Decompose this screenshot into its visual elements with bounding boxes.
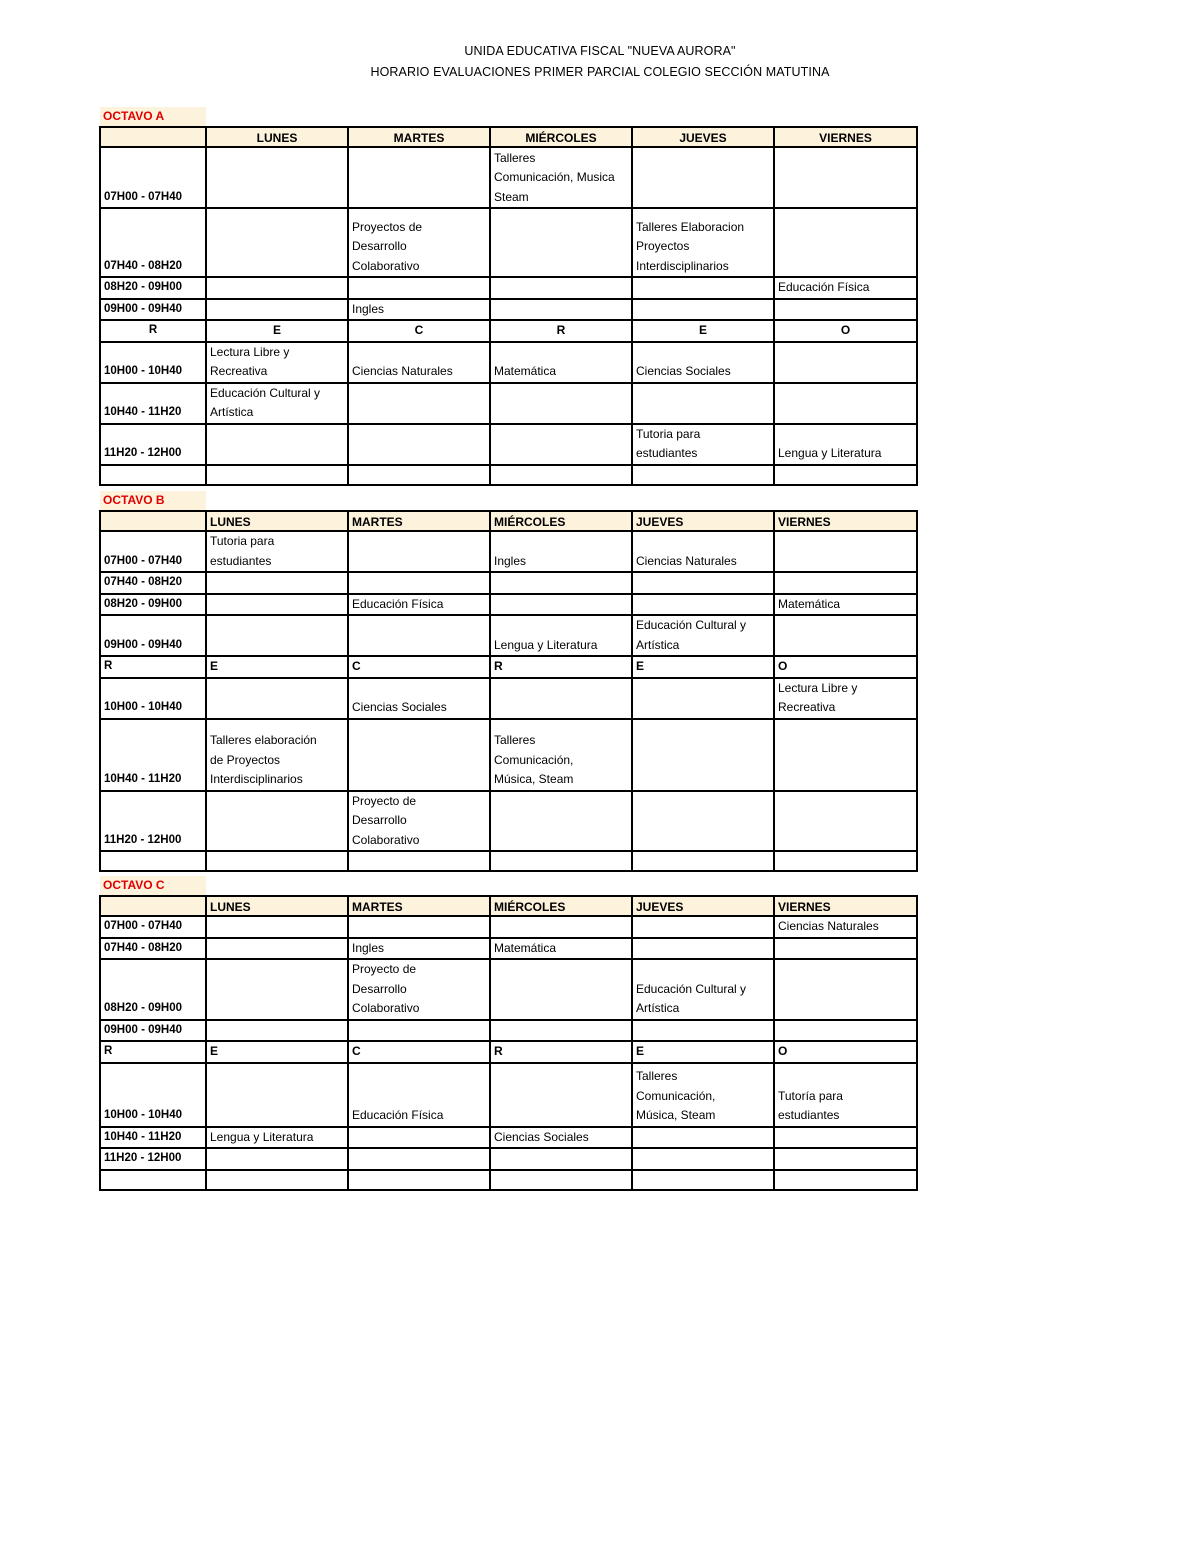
subject-cell [206, 1170, 348, 1190]
subject-cell [206, 1148, 348, 1170]
subject-cell [774, 791, 917, 852]
subject-cell: Ingles [348, 299, 490, 321]
subject-cell [490, 678, 632, 719]
subject-cell [632, 383, 774, 424]
subject-cell [632, 465, 774, 485]
subject-cell [348, 1170, 490, 1190]
subject-cell [774, 342, 917, 383]
subject-cell [206, 938, 348, 960]
time-slot-cell: 10H00 - 10H40 [100, 678, 206, 719]
table-row [100, 277, 917, 299]
subject-cell [774, 1148, 917, 1170]
subject-cell [490, 1148, 632, 1170]
table-row [100, 208, 917, 277]
table-row [100, 1020, 917, 1042]
subject-cell [774, 208, 917, 277]
table-header-row [100, 511, 917, 531]
subject-cell [206, 424, 348, 465]
table-row [100, 678, 917, 719]
table-header-row [100, 127, 917, 147]
subject-cell: Lectura Libre y Recreativa [774, 678, 917, 719]
subject-cell [490, 299, 632, 321]
subject-cell [774, 959, 917, 1020]
subject-cell [490, 916, 632, 938]
section-label: OCTAVO B [100, 491, 206, 510]
table-row [100, 531, 917, 572]
subject-cell [206, 916, 348, 938]
subject-cell: Ciencias Naturales [348, 342, 490, 383]
time-slot-cell: 07H00 - 07H40 [100, 531, 206, 572]
subject-cell: Talleres Comunicación, Música, Steam [632, 1063, 774, 1127]
time-slot-cell: 07H00 - 07H40 [100, 147, 206, 208]
subject-cell [774, 383, 917, 424]
time-slot-cell: 10H00 - 10H40 [100, 342, 206, 383]
time-slot-cell [100, 851, 206, 871]
recess-row [100, 1041, 917, 1063]
subject-cell: Matemática [490, 342, 632, 383]
day-header-cell: MARTES [348, 127, 490, 147]
recess-row [100, 656, 917, 678]
subject-cell: E [206, 320, 348, 342]
table-row [100, 594, 917, 616]
schedule-table [99, 510, 918, 872]
header-corner-cell [100, 511, 206, 531]
subject-cell [490, 424, 632, 465]
subject-cell [206, 147, 348, 208]
table-row [100, 147, 917, 208]
subject-cell: Educación Física [348, 1063, 490, 1127]
subject-cell [632, 1127, 774, 1149]
subject-cell [206, 465, 348, 485]
table-row [100, 342, 917, 383]
table-row [100, 1170, 917, 1190]
day-header-cell: JUEVES [632, 896, 774, 916]
subject-cell [490, 851, 632, 871]
subject-cell: Lectura Libre y Recreativa [206, 342, 348, 383]
subject-cell [774, 938, 917, 960]
subject-cell [490, 1063, 632, 1127]
time-slot-cell: 10H40 - 11H20 [100, 1127, 206, 1149]
subject-cell [490, 594, 632, 616]
subject-cell: O [774, 656, 917, 678]
table-row [100, 465, 917, 485]
table-row [100, 791, 917, 852]
subject-cell: Talleres Elaboracion Proyectos Interdisciplinarios [632, 208, 774, 277]
table-row [100, 572, 917, 594]
time-slot-cell [100, 465, 206, 485]
subject-cell [348, 147, 490, 208]
subject-cell [774, 615, 917, 656]
subject-cell [632, 299, 774, 321]
subject-cell [348, 1148, 490, 1170]
time-slot-cell: 07H40 - 08H20 [100, 208, 206, 277]
time-slot-cell: R [100, 1041, 206, 1063]
subject-cell [632, 1020, 774, 1042]
subject-cell [632, 572, 774, 594]
time-slot-cell: 07H40 - 08H20 [100, 572, 206, 594]
table-row [100, 424, 917, 465]
subject-cell [206, 959, 348, 1020]
time-slot-cell: 11H20 - 12H00 [100, 791, 206, 852]
subject-cell [632, 277, 774, 299]
subject-cell: Talleres elaboración de Proyectos Interdisciplinarios [206, 719, 348, 791]
subject-cell: E [206, 1041, 348, 1063]
table-row [100, 1148, 917, 1170]
recess-row [100, 320, 917, 342]
day-header-cell: LUNES [206, 511, 348, 531]
table-row [100, 383, 917, 424]
subject-cell: E [632, 1041, 774, 1063]
table-row [100, 1127, 917, 1149]
subject-cell: C [348, 320, 490, 342]
subject-cell [206, 594, 348, 616]
subject-cell: Educación Cultural y Artística [632, 959, 774, 1020]
subject-cell [206, 1020, 348, 1042]
time-slot-cell: 09H00 - 09H40 [100, 299, 206, 321]
subject-cell: Lengua y Literatura [206, 1127, 348, 1149]
subject-cell: R [490, 656, 632, 678]
subject-cell [348, 851, 490, 871]
subject-cell [632, 851, 774, 871]
table-header-row [100, 896, 917, 916]
subject-cell [206, 615, 348, 656]
subject-cell: Proyecto de Desarrollo Colaborativo [348, 791, 490, 852]
subject-cell [348, 383, 490, 424]
subject-cell: O [774, 320, 917, 342]
subject-cell: Ciencias Naturales [632, 531, 774, 572]
time-slot-cell: 10H00 - 10H40 [100, 1063, 206, 1127]
subject-cell [348, 465, 490, 485]
time-slot-cell: 07H40 - 08H20 [100, 938, 206, 960]
time-slot-cell: 08H20 - 09H00 [100, 594, 206, 616]
subject-cell [206, 208, 348, 277]
subject-cell: Ciencias Sociales [632, 342, 774, 383]
time-slot-cell: 10H40 - 11H20 [100, 383, 206, 424]
time-slot-cell: 11H20 - 12H00 [100, 424, 206, 465]
subject-cell [774, 1020, 917, 1042]
day-header-cell: JUEVES [632, 127, 774, 147]
subject-cell [206, 791, 348, 852]
subject-cell [632, 678, 774, 719]
subject-cell: Tutoria para estudiantes [632, 424, 774, 465]
subject-cell [348, 615, 490, 656]
subject-cell: E [632, 656, 774, 678]
subject-cell [348, 277, 490, 299]
subject-cell: E [632, 320, 774, 342]
subject-cell [774, 465, 917, 485]
table-row [100, 615, 917, 656]
subject-cell [348, 1127, 490, 1149]
table-row [100, 916, 917, 938]
subject-cell [348, 531, 490, 572]
table-row [100, 719, 917, 791]
subject-cell [348, 424, 490, 465]
day-header-cell: MIÉRCOLES [490, 896, 632, 916]
subject-cell [490, 1170, 632, 1190]
day-header-cell: MIÉRCOLES [490, 127, 632, 147]
day-header-cell: MARTES [348, 511, 490, 531]
subject-cell [632, 938, 774, 960]
subject-cell: R [490, 320, 632, 342]
subject-cell [632, 1148, 774, 1170]
header-corner-cell [100, 127, 206, 147]
time-slot-cell: 10H40 - 11H20 [100, 719, 206, 791]
subject-cell [490, 959, 632, 1020]
table-row [100, 1063, 917, 1127]
subject-cell [774, 719, 917, 791]
subject-cell [774, 147, 917, 208]
subject-cell [632, 916, 774, 938]
school-title: UNIDA EDUCATIVA FISCAL "NUEVA AURORA" [464, 44, 736, 58]
subject-cell [774, 531, 917, 572]
subject-cell: O [774, 1041, 917, 1063]
subject-cell [490, 572, 632, 594]
day-header-cell: VIERNES [774, 896, 917, 916]
subject-cell: Ciencias Sociales [490, 1127, 632, 1149]
subject-cell: Proyecto de Desarrollo Colaborativo [348, 959, 490, 1020]
table-row [100, 299, 917, 321]
subject-cell [206, 678, 348, 719]
time-slot-cell: 08H20 - 09H00 [100, 277, 206, 299]
subject-cell: E [206, 656, 348, 678]
subject-cell [490, 1020, 632, 1042]
time-slot-cell: R [100, 656, 206, 678]
subject-cell: Tutoria para estudiantes [206, 531, 348, 572]
table-row [100, 959, 917, 1020]
subject-cell: Ciencias Naturales [774, 916, 917, 938]
day-header-cell: LUNES [206, 896, 348, 916]
time-slot-cell: 07H00 - 07H40 [100, 916, 206, 938]
subject-cell: Proyectos de Desarrollo Colaborativo [348, 208, 490, 277]
subject-cell [206, 851, 348, 871]
subject-cell [490, 208, 632, 277]
subject-cell [348, 719, 490, 791]
subject-cell [490, 465, 632, 485]
subject-cell: Educación Cultural y Artística [632, 615, 774, 656]
subject-cell: Tutoría para estudiantes [774, 1063, 917, 1127]
subject-cell: Lengua y Literatura [490, 615, 632, 656]
subject-cell [774, 572, 917, 594]
subject-cell [490, 277, 632, 299]
time-slot-cell: 11H20 - 12H00 [100, 1148, 206, 1170]
subject-cell [348, 1020, 490, 1042]
subject-cell [632, 1170, 774, 1190]
subject-cell [206, 299, 348, 321]
time-slot-cell [100, 1170, 206, 1190]
subject-cell: C [348, 1041, 490, 1063]
subject-cell: Ciencias Sociales [348, 678, 490, 719]
subject-cell: Matemática [490, 938, 632, 960]
time-slot-cell: 09H00 - 09H40 [100, 615, 206, 656]
subject-cell: Talleres Comunicación, Música, Steam [490, 719, 632, 791]
subject-cell [774, 1127, 917, 1149]
schedule-table [99, 895, 918, 1191]
subject-cell [490, 383, 632, 424]
subject-cell: Ingles [490, 531, 632, 572]
subject-cell [632, 594, 774, 616]
subject-cell [632, 791, 774, 852]
subject-cell: Ingles [348, 938, 490, 960]
subject-cell [632, 719, 774, 791]
subject-cell [632, 147, 774, 208]
section-label: OCTAVO C [100, 876, 206, 895]
table-row [100, 938, 917, 960]
day-header-cell: MARTES [348, 896, 490, 916]
subject-cell: Educación Física [774, 277, 917, 299]
subject-cell: C [348, 656, 490, 678]
day-header-cell: MIÉRCOLES [490, 511, 632, 531]
subject-cell [490, 791, 632, 852]
day-header-cell: JUEVES [632, 511, 774, 531]
table-row [100, 851, 917, 871]
subject-cell [774, 1170, 917, 1190]
section-label: OCTAVO A [100, 107, 206, 126]
time-slot-cell: 09H00 - 09H40 [100, 1020, 206, 1042]
day-header-cell: VIERNES [774, 511, 917, 531]
subject-cell: Lengua y Literatura [774, 424, 917, 465]
subject-cell [348, 916, 490, 938]
subject-cell: Talleres Comunicación, Musica Steam [490, 147, 632, 208]
subject-cell [774, 299, 917, 321]
schedule-table [99, 126, 918, 486]
day-header-cell: LUNES [206, 127, 348, 147]
subject-cell [206, 277, 348, 299]
subject-cell [774, 851, 917, 871]
schedule-subtitle: HORARIO EVALUACIONES PRIMER PARCIAL COLEGIO SECCIÓN MATUTINA [370, 65, 830, 79]
subject-cell: Matemática [774, 594, 917, 616]
header-corner-cell [100, 896, 206, 916]
subject-cell [206, 1063, 348, 1127]
subject-cell: R [490, 1041, 632, 1063]
day-header-cell: VIERNES [774, 127, 917, 147]
subject-cell: Educación Cultural y Artística [206, 383, 348, 424]
subject-cell: Educación Física [348, 594, 490, 616]
time-slot-cell: 08H20 - 09H00 [100, 959, 206, 1020]
subject-cell [206, 572, 348, 594]
subject-cell [348, 572, 490, 594]
time-slot-cell: R [100, 320, 206, 342]
